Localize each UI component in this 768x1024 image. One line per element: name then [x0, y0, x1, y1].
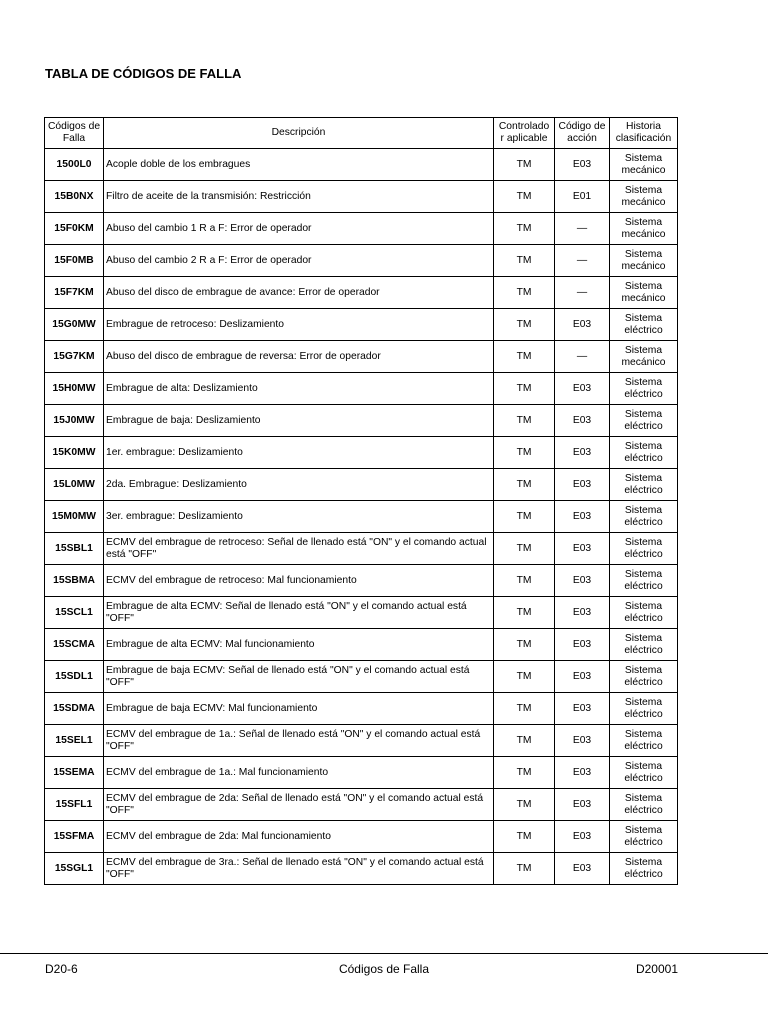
- history-cell: Sistema eléctrico: [610, 725, 678, 757]
- action-code-cell: E03: [555, 405, 610, 437]
- fault-code-table: [44, 117, 678, 885]
- table-row: [45, 853, 678, 885]
- page-title: TABLA DE CÓDIGOS DE FALLA: [45, 66, 242, 81]
- action-code-cell: E03: [555, 629, 610, 661]
- table-row: [45, 245, 678, 277]
- action-code-cell: E03: [555, 853, 610, 885]
- history-cell: Sistema eléctrico: [610, 789, 678, 821]
- description-cell: Embrague de alta: Deslizamiento: [104, 373, 494, 405]
- table-row: [45, 277, 678, 309]
- controller-cell: TM: [494, 277, 555, 309]
- header-code: Códigos de Falla: [45, 118, 104, 149]
- footer-section-title: Códigos de Falla: [338, 962, 430, 976]
- description-cell: Embrague de baja ECMV: Mal funcionamiento: [104, 693, 494, 725]
- description-cell: Abuso del cambio 2 R a F: Error de operador: [104, 245, 494, 277]
- history-cell: Sistema eléctrico: [610, 693, 678, 725]
- description-cell: Abuso del disco de embrague de avance: Error de operador: [104, 277, 494, 309]
- fault-code-cell: 15B0NX: [45, 181, 104, 213]
- table-row: [45, 789, 678, 821]
- table-row: [45, 309, 678, 341]
- description-cell: 2da. Embrague: Deslizamiento: [104, 469, 494, 501]
- controller-cell: TM: [494, 629, 555, 661]
- description-cell: Acople doble de los embragues: [104, 149, 494, 181]
- controller-cell: TM: [494, 757, 555, 789]
- description-cell: 1er. embrague: Deslizamiento: [104, 437, 494, 469]
- controller-cell: TM: [494, 309, 555, 341]
- controller-cell: TM: [494, 213, 555, 245]
- footer-page-number: D20-6: [45, 962, 78, 976]
- table-row: [45, 501, 678, 533]
- controller-cell: TM: [494, 149, 555, 181]
- action-code-cell: E03: [555, 821, 610, 853]
- description-cell: 3er. embrague: Deslizamiento: [104, 501, 494, 533]
- fault-code-cell: 15SDMA: [45, 693, 104, 725]
- description-cell: Filtro de aceite de la transmisión: Restricción: [104, 181, 494, 213]
- history-cell: Sistema mecánico: [610, 213, 678, 245]
- footer-document-code: D20001: [635, 962, 678, 976]
- history-cell: Sistema eléctrico: [610, 533, 678, 565]
- controller-cell: TM: [494, 533, 555, 565]
- action-code-cell: E03: [555, 693, 610, 725]
- controller-cell: TM: [494, 725, 555, 757]
- controller-cell: TM: [494, 245, 555, 277]
- controller-cell: TM: [494, 181, 555, 213]
- history-cell: Sistema mecánico: [610, 181, 678, 213]
- controller-cell: TM: [494, 501, 555, 533]
- fault-code-cell: 15J0MW: [45, 405, 104, 437]
- controller-cell: TM: [494, 661, 555, 693]
- fault-code-cell: 15SCL1: [45, 597, 104, 629]
- controller-cell: TM: [494, 853, 555, 885]
- action-code-cell: —: [555, 245, 610, 277]
- action-code-cell: E03: [555, 149, 610, 181]
- table-row: [45, 373, 678, 405]
- controller-cell: TM: [494, 341, 555, 373]
- history-cell: Sistema eléctrico: [610, 853, 678, 885]
- description-cell: Abuso del cambio 1 R a F: Error de operador: [104, 213, 494, 245]
- description-cell: Embrague de alta ECMV: Señal de llenado está "ON" y el comando actual está "OFF": [104, 597, 494, 629]
- table-row: [45, 437, 678, 469]
- controller-cell: TM: [494, 789, 555, 821]
- fault-code-cell: 1500L0: [45, 149, 104, 181]
- description-cell: ECMV del embrague de 1a.: Señal de llenado está "ON" y el comando actual está "OFF": [104, 725, 494, 757]
- table-header-row: [45, 118, 678, 149]
- fault-code-cell: 15SEL1: [45, 725, 104, 757]
- description-cell: Abuso del disco de embrague de reversa: Error de operador: [104, 341, 494, 373]
- fault-code-cell: 15SFMA: [45, 821, 104, 853]
- header-description: Descripción: [104, 118, 494, 149]
- action-code-cell: E03: [555, 437, 610, 469]
- table-row: [45, 149, 678, 181]
- fault-code-cell: 15F7KM: [45, 277, 104, 309]
- controller-cell: TM: [494, 405, 555, 437]
- action-code-cell: E03: [555, 597, 610, 629]
- history-cell: Sistema mecánico: [610, 277, 678, 309]
- table-row: [45, 341, 678, 373]
- controller-cell: TM: [494, 565, 555, 597]
- fault-code-cell: 15M0MW: [45, 501, 104, 533]
- history-cell: Sistema mecánico: [610, 245, 678, 277]
- history-cell: Sistema eléctrico: [610, 469, 678, 501]
- footer-divider: [0, 953, 768, 954]
- action-code-cell: E03: [555, 661, 610, 693]
- description-cell: ECMV del embrague de retroceso: Mal funcionamiento: [104, 565, 494, 597]
- header-action: Código de acción: [555, 118, 610, 149]
- history-cell: Sistema eléctrico: [610, 757, 678, 789]
- action-code-cell: E03: [555, 501, 610, 533]
- fault-code-cell: 15H0MW: [45, 373, 104, 405]
- action-code-cell: —: [555, 341, 610, 373]
- table-row: [45, 533, 678, 565]
- table-row: [45, 821, 678, 853]
- history-cell: Sistema eléctrico: [610, 405, 678, 437]
- action-code-cell: E03: [555, 373, 610, 405]
- history-cell: Sistema eléctrico: [610, 309, 678, 341]
- table-row: [45, 597, 678, 629]
- fault-code-cell: 15G0MW: [45, 309, 104, 341]
- fault-code-cell: 15SBL1: [45, 533, 104, 565]
- table-row: [45, 725, 678, 757]
- action-code-cell: E03: [555, 309, 610, 341]
- header-history: Historia clasificación: [610, 118, 678, 149]
- fault-code-cell: 15F0KM: [45, 213, 104, 245]
- fault-code-cell: 15SGL1: [45, 853, 104, 885]
- history-cell: Sistema mecánico: [610, 341, 678, 373]
- fault-code-cell: 15L0MW: [45, 469, 104, 501]
- table-row: [45, 693, 678, 725]
- history-cell: Sistema eléctrico: [610, 565, 678, 597]
- table-row: [45, 181, 678, 213]
- header-controlled: Controlado r aplicable: [494, 118, 555, 149]
- description-cell: Embrague de retroceso: Deslizamiento: [104, 309, 494, 341]
- description-cell: Embrague de baja ECMV: Señal de llenado está "ON" y el comando actual está "OFF": [104, 661, 494, 693]
- history-cell: Sistema eléctrico: [610, 629, 678, 661]
- history-cell: Sistema eléctrico: [610, 437, 678, 469]
- controller-cell: TM: [494, 373, 555, 405]
- action-code-cell: E03: [555, 565, 610, 597]
- fault-code-cell: 15SCMA: [45, 629, 104, 661]
- history-cell: Sistema eléctrico: [610, 821, 678, 853]
- history-cell: Sistema eléctrico: [610, 597, 678, 629]
- table-row: [45, 629, 678, 661]
- history-cell: Sistema eléctrico: [610, 661, 678, 693]
- description-cell: ECMV del embrague de 3ra.: Señal de llenado está "ON" y el comando actual está "OFF": [104, 853, 494, 885]
- fault-code-cell: 15SDL1: [45, 661, 104, 693]
- fault-code-cell: 15K0MW: [45, 437, 104, 469]
- history-cell: Sistema mecánico: [610, 149, 678, 181]
- action-code-cell: E03: [555, 757, 610, 789]
- controller-cell: TM: [494, 437, 555, 469]
- history-cell: Sistema eléctrico: [610, 373, 678, 405]
- fault-code-cell: 15SFL1: [45, 789, 104, 821]
- action-code-cell: —: [555, 213, 610, 245]
- fault-code-cell: 15SBMA: [45, 565, 104, 597]
- table-row: [45, 469, 678, 501]
- controller-cell: TM: [494, 821, 555, 853]
- controller-cell: TM: [494, 693, 555, 725]
- description-cell: Embrague de baja: Deslizamiento: [104, 405, 494, 437]
- action-code-cell: E03: [555, 533, 610, 565]
- table-row: [45, 213, 678, 245]
- table-row: [45, 661, 678, 693]
- description-cell: ECMV del embrague de 2da: Señal de llenado está "ON" y el comando actual está "OFF": [104, 789, 494, 821]
- fault-code-cell: 15G7KM: [45, 341, 104, 373]
- action-code-cell: E03: [555, 469, 610, 501]
- action-code-cell: E03: [555, 725, 610, 757]
- controller-cell: TM: [494, 597, 555, 629]
- action-code-cell: E03: [555, 789, 610, 821]
- action-code-cell: —: [555, 277, 610, 309]
- description-cell: ECMV del embrague de retroceso: Señal de llenado está "ON" y el comando actual está "OFF": [104, 533, 494, 565]
- table-body: [45, 149, 678, 885]
- description-cell: ECMV del embrague de 2da: Mal funcionamiento: [104, 821, 494, 853]
- fault-code-cell: 15SEMA: [45, 757, 104, 789]
- description-cell: Embrague de alta ECMV: Mal funcionamiento: [104, 629, 494, 661]
- fault-code-cell: 15F0MB: [45, 245, 104, 277]
- description-cell: ECMV del embrague de 1a.: Mal funcionamiento: [104, 757, 494, 789]
- action-code-cell: E01: [555, 181, 610, 213]
- table-row: [45, 405, 678, 437]
- table-row: [45, 757, 678, 789]
- controller-cell: TM: [494, 469, 555, 501]
- table-row: [45, 565, 678, 597]
- history-cell: Sistema eléctrico: [610, 501, 678, 533]
